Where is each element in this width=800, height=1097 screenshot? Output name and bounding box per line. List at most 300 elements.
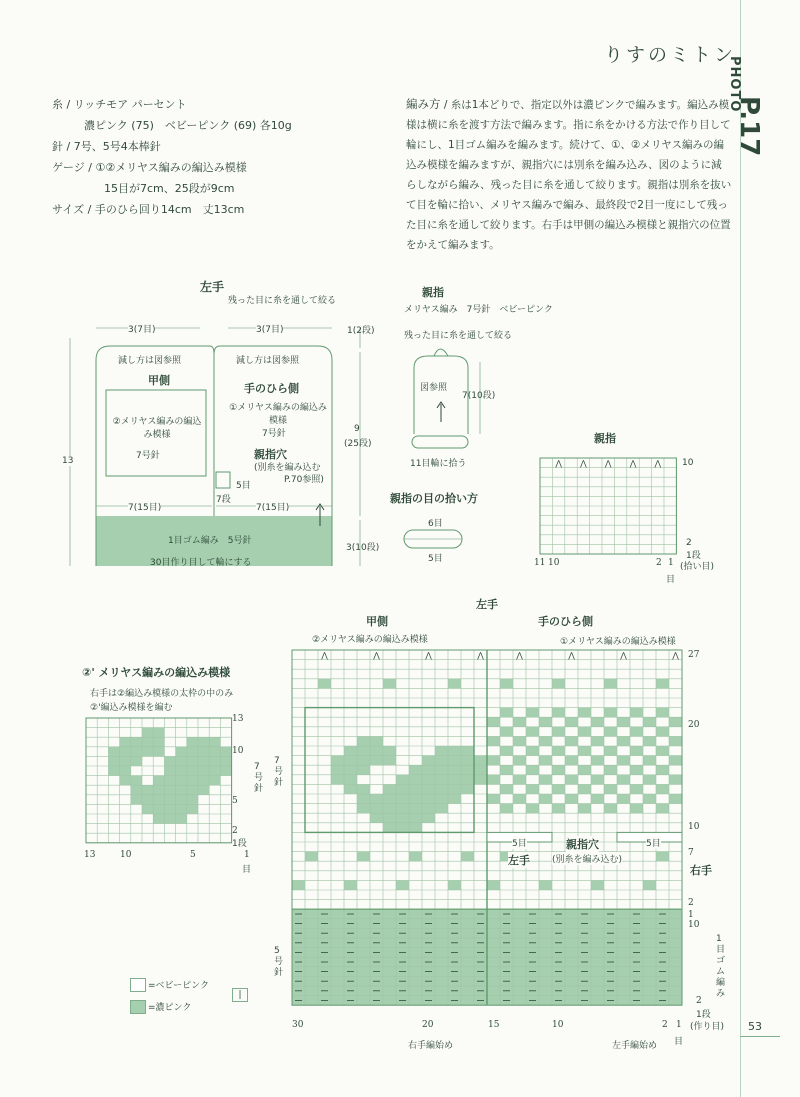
main-chart-cell	[513, 736, 526, 746]
main-chart-cell	[604, 784, 617, 794]
chart2p-cell	[176, 785, 187, 795]
main-rib-cell	[305, 909, 318, 919]
main-chart-cell	[474, 765, 487, 775]
chart2p-cell	[198, 776, 209, 786]
main-palm-pattern: ①メリヤス編みの編込み模様	[560, 637, 676, 647]
chart2p-c1: 1	[244, 850, 250, 860]
main-chart-cell	[331, 775, 344, 785]
main-chart-cell	[370, 794, 383, 804]
main-chart-cell	[630, 804, 643, 814]
chart2p-cell	[153, 785, 164, 795]
main-chart-cell	[409, 804, 422, 814]
main-rib-cell	[461, 938, 474, 948]
chart2p-cell	[142, 804, 153, 814]
size-label: サイズ	[52, 203, 85, 216]
main-chart-cell	[461, 852, 474, 862]
main-chart-cell	[474, 756, 487, 766]
main-rib-cell	[383, 938, 396, 948]
main-chart-cell	[383, 756, 396, 766]
pickup-st5: 5目	[428, 551, 443, 564]
chart2p-cell	[131, 785, 142, 795]
width-7a: 7(15目)	[128, 500, 161, 513]
main-rib-cell	[305, 976, 318, 986]
main-chart-cell	[422, 813, 435, 823]
main-chart-cell	[357, 746, 370, 756]
main-c20: 20	[422, 1020, 434, 1030]
main-rib-cell	[513, 986, 526, 996]
instructions-label: 編み方	[406, 97, 441, 111]
main-c10: 10	[552, 1020, 564, 1030]
palm-pattern: ①メリヤス編みの編込み模様	[229, 403, 327, 426]
main-chart-cell	[422, 804, 435, 814]
main-rib-cell	[669, 938, 682, 948]
chart2p-cell	[153, 747, 164, 757]
chart2p-cell	[142, 728, 153, 738]
thumb-ref: 図参照	[420, 383, 448, 393]
main-chart-cell	[669, 717, 682, 727]
main-c2: 2	[662, 1020, 668, 1030]
main-chart-cell	[383, 794, 396, 804]
main-chart-cell	[383, 823, 396, 833]
main-chart-cell	[318, 679, 331, 689]
main-rib-cell	[539, 957, 552, 967]
main-rib-cell	[357, 967, 370, 977]
main-chart-cell	[370, 746, 383, 756]
main-chart-cell	[552, 708, 565, 718]
main-rib-cell	[617, 919, 630, 929]
main-rib-cell	[669, 996, 682, 1006]
main-rib-label: 1目ゴム編み	[716, 934, 726, 999]
chart2p-cell	[176, 804, 187, 814]
main-rib-cell	[383, 948, 396, 958]
thumb-chart-r1b: (拾い目)	[680, 562, 715, 572]
main-rib-cell	[487, 919, 500, 929]
main-rib-cell	[513, 909, 526, 919]
main-chart-cell	[643, 717, 656, 727]
width-3b: 3(7目)	[256, 322, 283, 335]
main-rib-cell	[643, 957, 656, 967]
chart2p-cell	[220, 756, 231, 766]
chart2p-cell	[176, 756, 187, 766]
main-chart-cell	[513, 794, 526, 804]
chart2p-cell	[164, 814, 175, 824]
main-chart-cell	[344, 746, 357, 756]
chart2p-cell	[176, 795, 187, 805]
main-chart-cell	[396, 794, 409, 804]
main-rib-cell	[617, 996, 630, 1006]
height-3: 3(10段)	[346, 543, 380, 553]
main-chart-cell	[500, 765, 513, 775]
main-back-label: 甲側	[366, 615, 388, 628]
main-rib-cell	[305, 957, 318, 967]
main-chart-cell	[578, 784, 591, 794]
width-3a: 3(7目)	[128, 322, 155, 335]
back-label: 甲側	[148, 374, 170, 387]
main-rib-cell	[357, 957, 370, 967]
decrease-symbol: ⋀	[425, 651, 432, 660]
page-number: 53	[748, 1020, 762, 1033]
chart2p-cell	[131, 776, 142, 786]
chart2p-cell	[164, 785, 175, 795]
main-rib-cell	[487, 909, 500, 919]
decrease-symbol: ⋀	[555, 459, 562, 468]
height-1: 1(2段)	[347, 326, 375, 336]
main-chart-cell	[513, 775, 526, 785]
main-rib-cell	[461, 928, 474, 938]
chart2p-cell	[142, 795, 153, 805]
chart2p-note1: 右手は②編込み模様の太枠の中のみ	[90, 689, 234, 699]
main-chart-cell	[435, 746, 448, 756]
main-rib-cell	[591, 957, 604, 967]
main-rib-cell	[461, 919, 474, 929]
main-rib-cell	[435, 967, 448, 977]
main-rib-cell	[591, 909, 604, 919]
main-chart-cell	[552, 804, 565, 814]
chart2p-cell	[153, 737, 164, 747]
back-pattern: ②メリヤス編みの編込み模様	[112, 417, 202, 440]
chart2p-cell	[142, 737, 153, 747]
main-c30: 30	[292, 1020, 304, 1030]
main-palm-label: 手のひら側	[538, 615, 593, 628]
rib-label: 1目ゴム編み 5号針	[168, 536, 252, 546]
main-chart-cell	[357, 852, 370, 862]
chart2p-cell	[131, 756, 142, 766]
yarn-line2: 濃ピンク (75) ベビーピンク (69) 各10g	[84, 119, 292, 132]
main-rr2: 2	[696, 996, 702, 1006]
main-rib-cell	[435, 948, 448, 958]
main-rib-cell	[461, 909, 474, 919]
main-thumb-note: (別糸を編み込む)	[552, 852, 622, 865]
main-rib-cell	[383, 919, 396, 929]
chart2p-cell	[220, 766, 231, 776]
main-chart-cell	[487, 794, 500, 804]
main-rib-cell	[435, 919, 448, 929]
main-rib-cell	[617, 967, 630, 977]
main-chart-cell	[630, 727, 643, 737]
main-rib-cell	[383, 928, 396, 938]
chart2p-c10: 10	[120, 850, 132, 860]
chart2p-cell	[187, 766, 198, 776]
chart2p-cell	[176, 776, 187, 786]
main-rib-cell	[409, 976, 422, 986]
main-chart-cell	[656, 804, 669, 814]
main-chart-cell	[500, 746, 513, 756]
main-chart-cell	[591, 736, 604, 746]
chart2p-cell	[153, 776, 164, 786]
main-rib-cell	[539, 928, 552, 938]
main-rib-cell	[539, 986, 552, 996]
main-rib-cell	[435, 976, 448, 986]
main-rib-cell	[539, 919, 552, 929]
thumb-note: 残った目に糸を通して絞る	[404, 331, 513, 341]
main-rib-cell	[357, 948, 370, 958]
main-chart-cell	[500, 804, 513, 814]
main-chart-cell	[435, 775, 448, 785]
height-13: 13	[62, 456, 74, 466]
chart2p-cell	[153, 795, 164, 805]
main-rib-cell	[591, 996, 604, 1006]
main-rib-cell	[305, 948, 318, 958]
main-chart-cell	[383, 679, 396, 689]
main-rib-cell	[357, 928, 370, 938]
main-rib-cell	[617, 909, 630, 919]
main-chart-cell	[617, 794, 630, 804]
main-rib-cell	[383, 976, 396, 986]
decrease-symbol: ⋀	[580, 459, 587, 468]
chart2p-cell	[120, 737, 131, 747]
main-chart-cell	[604, 746, 617, 756]
chart2p-cell	[220, 747, 231, 757]
main-chart-cell	[344, 880, 357, 890]
main-chart-cell	[500, 784, 513, 794]
decrease-symbol: ⋀	[477, 651, 484, 660]
main-chart-cell	[526, 746, 539, 756]
main-rib-cell	[539, 938, 552, 948]
thumb-hole-ref: P.70参照)	[284, 475, 324, 485]
main-rib-cell	[461, 996, 474, 1006]
thumb-row7: 7段	[216, 495, 231, 505]
chart2p-cell	[198, 756, 209, 766]
main-rib-cell	[461, 957, 474, 967]
main-rib-cell	[305, 996, 318, 1006]
chart2p-cell	[142, 785, 153, 795]
main-chart-cell	[526, 708, 539, 718]
main-chart-cell	[409, 784, 422, 794]
main-rib-cell	[539, 948, 552, 958]
main-chart-cell	[344, 775, 357, 785]
main-rib-cell	[409, 919, 422, 929]
main-chart-cell	[383, 813, 396, 823]
chart2p-c13: 13	[84, 850, 96, 860]
main-chart-cell	[344, 765, 357, 775]
main-chart-cell	[292, 880, 305, 890]
height-25: (25段)	[344, 439, 372, 449]
main-back-pattern: ②メリヤス編みの編込み模様	[312, 635, 428, 645]
main-rib-cell	[591, 976, 604, 986]
main-r1: 1	[688, 910, 694, 920]
main-chart-cell	[643, 775, 656, 785]
main-chart-cell	[487, 736, 500, 746]
chart2p-r2: 2	[232, 826, 238, 836]
main-rib-cell	[565, 957, 578, 967]
main-rib-cell	[513, 996, 526, 1006]
chart2p-c5: 5	[190, 850, 196, 860]
main-rib-cell	[513, 919, 526, 929]
thumb-chart-r2: 2	[686, 538, 692, 548]
main-chart-cell	[526, 784, 539, 794]
chart2p-cell	[209, 737, 220, 747]
main-rib-cell	[513, 976, 526, 986]
chart2p-cell	[142, 747, 153, 757]
main-chart-cell	[448, 775, 461, 785]
main-chart-cell	[617, 717, 630, 727]
thumb-chart-c10: 10	[548, 558, 560, 568]
main-rib-cell	[487, 928, 500, 938]
main-chart-cell	[578, 804, 591, 814]
main-chart-cell	[396, 880, 409, 890]
main-rr10: 10	[688, 920, 700, 930]
main-r7: 7	[688, 848, 694, 858]
chart2p-cell	[153, 728, 164, 738]
chart2p-cell	[209, 776, 220, 786]
main-chart-cell	[656, 784, 669, 794]
main-rib-cell	[357, 986, 370, 996]
main-chart-cell	[526, 727, 539, 737]
main-rr-pick: (作り目)	[690, 1022, 725, 1032]
main-chart-cell	[448, 679, 461, 689]
main-st5b: 5目	[646, 836, 661, 849]
main-rib-cell	[669, 976, 682, 986]
main-rib-cell	[643, 996, 656, 1006]
main-chart-cell	[461, 775, 474, 785]
main-r2: 2	[688, 898, 694, 908]
main-chart-cell	[435, 784, 448, 794]
main-rr1: 1段	[696, 1010, 711, 1020]
main-rib-cell	[643, 976, 656, 986]
chart2p-title: ②' メリヤス編みの編込み模様	[82, 666, 231, 679]
thumb-chart-c11: 11	[534, 558, 546, 568]
main-rib-cell	[409, 986, 422, 996]
main-r20: 20	[688, 720, 700, 730]
main-chart-cell	[435, 756, 448, 766]
main-chart-cell	[656, 727, 669, 737]
main-rib-cell	[331, 938, 344, 948]
instructions-block: 編み方 / 糸は1本どりで、指定以外は濃ピンクで編みます。編込み模様は横に糸を渡す方法で編みます。指に糸をかける方法で作り目して輪にし、1目ゴム編みを編みます。続けて、①、②メリヤス編みの編込み模様を編みますが、親指穴には別糸を編み込み、図のように減らしながら編み、残った目に糸を通して絞ります。親指は別糸を抜いて目を輪に拾い、メリヤス編みで編み、最終段で2目一度にして残った目に糸を通して絞ります。右手は甲側の編込み模様と親指穴の位置をかえて編みます。	[406, 97, 732, 251]
main-chart-cell	[591, 775, 604, 785]
main-chart-cell	[448, 880, 461, 890]
main-start-right: 右手編始め	[408, 1041, 454, 1051]
chart2p-cell	[164, 766, 175, 776]
main-chart-cell	[396, 823, 409, 833]
main-rib-cell	[617, 976, 630, 986]
main-chart-cell	[656, 765, 669, 775]
legend-key: |	[232, 988, 248, 1002]
chart2p-cell	[108, 766, 119, 776]
decrease-symbol: ⋀	[629, 459, 637, 468]
main-st5a: 5目	[512, 836, 527, 849]
chart2p-r5: 5	[232, 796, 238, 806]
main-c1: 1	[676, 1020, 682, 1030]
main-chart-cell	[539, 794, 552, 804]
main-rib-cell	[409, 909, 422, 919]
main-rib-cell	[331, 928, 344, 938]
photo-tab	[740, 0, 741, 1097]
main-chart-cell	[370, 756, 383, 766]
main-chart-cell	[448, 746, 461, 756]
legend-dark-label: =濃ピンク	[148, 1003, 192, 1013]
main-chart-cell	[565, 736, 578, 746]
main-rib-cell	[669, 928, 682, 938]
main-chart-cell	[448, 794, 461, 804]
main-chart-cell	[656, 746, 669, 756]
main-right-label: 右手	[690, 864, 712, 877]
dec-b: 減し方は図参照	[236, 356, 300, 366]
main-chart-cell	[565, 717, 578, 727]
main-chart-cell	[409, 765, 422, 775]
chart2p-cell	[198, 766, 209, 776]
main-chart-cell	[396, 813, 409, 823]
main-rib-cell	[331, 909, 344, 919]
main-chart-cell	[630, 708, 643, 718]
main-chart-cell	[578, 708, 591, 718]
main-rib-cell	[383, 986, 396, 996]
main-chart-cell	[370, 736, 383, 746]
main-rib-cell	[539, 976, 552, 986]
materials-block: 糸 / リッチモア パーセント 濃ピンク (75) ベビーピンク (69) 各10g 針 / 7号、5号4本棒針 ゲージ / ①②メリヤス編みの編込み模様 15目が7cm、25段が9cm サイズ / 手のひら回り14cm 丈13cm	[52, 98, 292, 216]
main-rib-cell	[435, 938, 448, 948]
main-rib-cell	[305, 986, 318, 996]
main-rib-cell	[669, 967, 682, 977]
main-rib-cell	[565, 919, 578, 929]
chart2p-cell	[131, 747, 142, 757]
main-rib-cell	[539, 967, 552, 977]
main-chart-cell	[604, 679, 617, 689]
palm-needle: 7号針	[262, 429, 286, 439]
main-chart-cell	[591, 717, 604, 727]
chart2p-cell	[164, 795, 175, 805]
main-chart-cell	[357, 756, 370, 766]
main-rib-cell	[331, 976, 344, 986]
main-chart-cell	[422, 794, 435, 804]
main-chart-cell	[370, 813, 383, 823]
main-rib-cell	[331, 957, 344, 967]
main-rib-cell	[617, 948, 630, 958]
main-chart-cell	[422, 756, 435, 766]
main-chart-cell	[656, 679, 669, 689]
main-chart-cell	[370, 804, 383, 814]
main-rib-cell	[487, 976, 500, 986]
main-chart-cell	[487, 880, 500, 890]
main-rib-cell	[305, 967, 318, 977]
pickup-title: 親指の目の拾い方	[390, 492, 478, 505]
main-chart-cell	[578, 765, 591, 775]
main-rib-cell	[357, 919, 370, 929]
main-rib-cell	[461, 948, 474, 958]
chart2p-cell	[164, 804, 175, 814]
main-thumb-label: 親指穴	[566, 838, 599, 851]
main-chart-cell	[526, 804, 539, 814]
main-rib-cell	[565, 928, 578, 938]
thumb-hole	[216, 472, 230, 488]
main-chart-cell	[669, 756, 682, 766]
main-chart-cell	[656, 852, 669, 862]
main-rib-cell	[565, 909, 578, 919]
main-chart-cell	[344, 784, 357, 794]
thumb-rows: 7(10段)	[462, 391, 496, 401]
main-rib-cell	[617, 986, 630, 996]
width-7b: 7(15目)	[256, 500, 289, 513]
main-rib-cell	[669, 919, 682, 929]
main-r10: 10	[688, 822, 700, 832]
main-chart-cell	[604, 765, 617, 775]
main-chart-cell	[409, 775, 422, 785]
dec-a: 減し方は図参照	[118, 356, 182, 366]
back-needle: 7号針	[136, 451, 160, 461]
main-rib-cell	[669, 986, 682, 996]
main-chart-cell	[552, 784, 565, 794]
main-chart-cell	[435, 804, 448, 814]
decrease-symbol: ⋀	[604, 459, 612, 468]
main-rib-cell	[409, 967, 422, 977]
main-rib-cell	[565, 967, 578, 977]
decrease-symbol: ⋀	[568, 651, 575, 660]
legend-light-label: =ベビーピンク	[148, 981, 210, 991]
main-rib-cell	[409, 957, 422, 967]
chart2p-cell	[198, 785, 209, 795]
main-chart-cell	[513, 756, 526, 766]
main-chart-cell	[357, 736, 370, 746]
chart2p-cell	[209, 747, 220, 757]
